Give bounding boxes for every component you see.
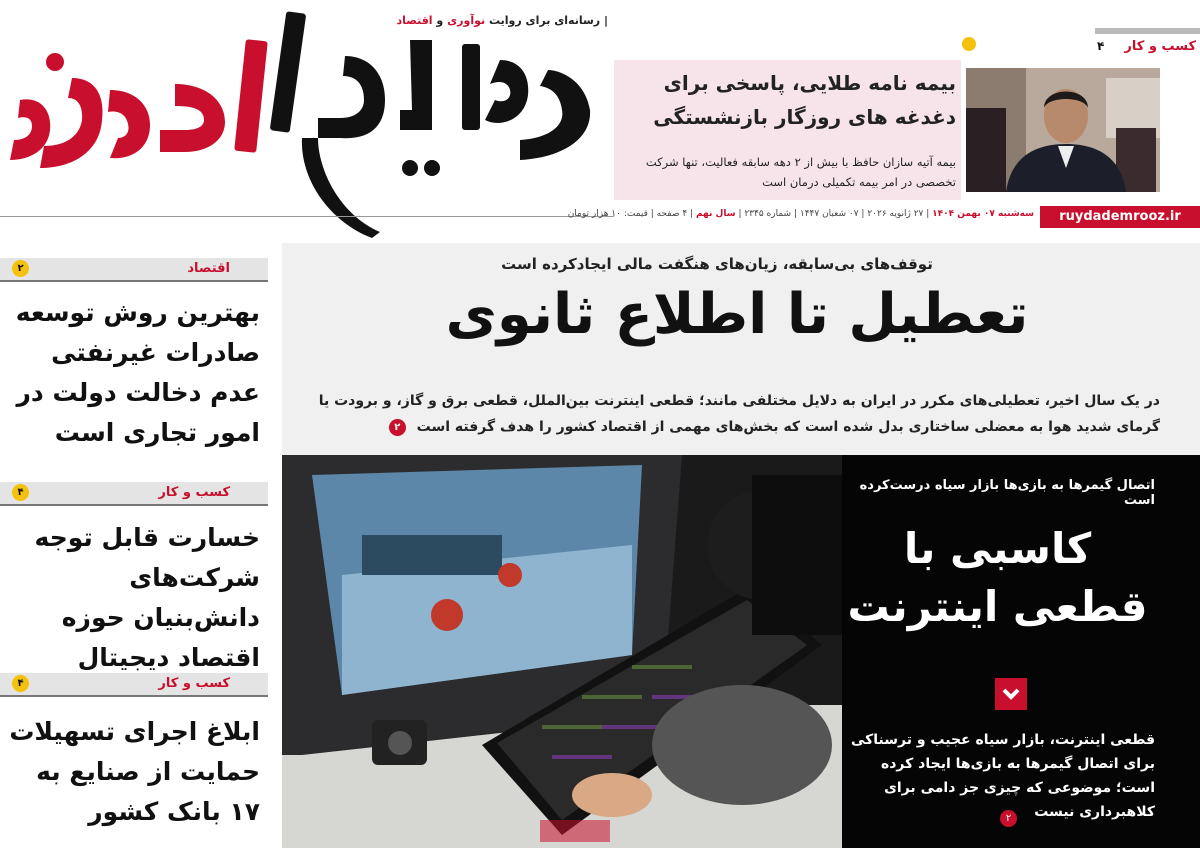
top-teaser-body: بیمه آتیه سازان حافظ با بیش از ۲ دهه سابقه فعالیت، تنها شرکت تخصصی در امر بیمه تکمیلی درمان است [645,155,956,189]
page-number-badge: ۲ [389,419,406,436]
dateline: سه‌شنبه ۰۷ بهمن ۱۴۰۴ | ۲۷ ژانویه ۲۰۲۶ | ۰۷ شعبان ۱۴۴۷ | شماره ۲۳۴۵ | سال نهم | ۴ صفحه | قیمت: ۱۰ هزار تومان [567,209,1034,219]
sidebar-headline-1[interactable]: بهترین روش توسعه صادرات غیرنفتی عدم دخالت دولت در امور تجاری است [15,298,260,447]
masthead-rule [0,216,614,217]
newspaper-logo [0,0,605,238]
sidebar-category-business-2: کسب و کار ۴ [0,673,268,695]
gaming-story-body: قطعی اینترنت، بازار سیاه عجیب و ترسناکی برای اتصال گیمرها به بازی‌ها ایجاد کرده است؛ موضوعی که چیزی جز دامی برای کلاهبرداری نیست [850,732,1155,820]
page-number-badge: ۲ [1000,810,1017,827]
sidebar-headline-2[interactable]: خسارت قابل توجه شرکت‌های دانش‌بنیان حوزه اقتصاد دیجیتال [34,523,260,672]
sidebar-category-economy: اقتصاد ۲ [0,258,268,280]
yellow-dot-icon [962,37,976,51]
masthead-tagline: | رسانه‌ای برای روایت نوآوری و اقتصاد [396,14,608,27]
top-teaser-title[interactable]: بیمه نامه طلایی، پاسخی برای دغدغه های روزگار بازنشستگی [653,71,956,129]
gaming-story-kicker: اتصال گیمرها به بازی‌ها بازار سیاه درست‌کرده است [859,478,1155,508]
executive-portrait-photo [966,68,1160,192]
chevron-down-icon [995,678,1027,710]
website-tag[interactable]: ruydademrooz.ir [1040,206,1200,228]
sidebar-category-business-1: کسب و کار ۴ [0,482,268,504]
top-teaser-category: کسب و کار ۴ [1095,28,1200,58]
sidebar-headline-3[interactable]: ابلاغ اجرای تسهیلات حمایت از صنایع به ۱۷ بانک کشور [9,717,260,826]
gaming-story-title[interactable]: کاسبی با قطعی اینترنت [847,524,1148,631]
main-story-kicker: توقف‌های بی‌سابقه، زیان‌های هنگفت مالی ایجادکرده است [501,255,933,273]
main-story-title[interactable]: تعطیل تا اطلاع ثانوی [445,282,1029,347]
gamer-keyboard-photo [282,455,842,848]
main-story-body: در یک سال اخیر، تعطیلی‌های مکرر در ایران به دلایل مختلفی مانند؛ قطعی اینترنت بین‌الملل، قطعی برق و گاز، و برودت یا گرمای شدید هوا به معضلی ساختاری بدل شده است که بخش‌های مهمی از اقتصاد کشور را هدف گرفته است ۲ [318,393,1160,435]
